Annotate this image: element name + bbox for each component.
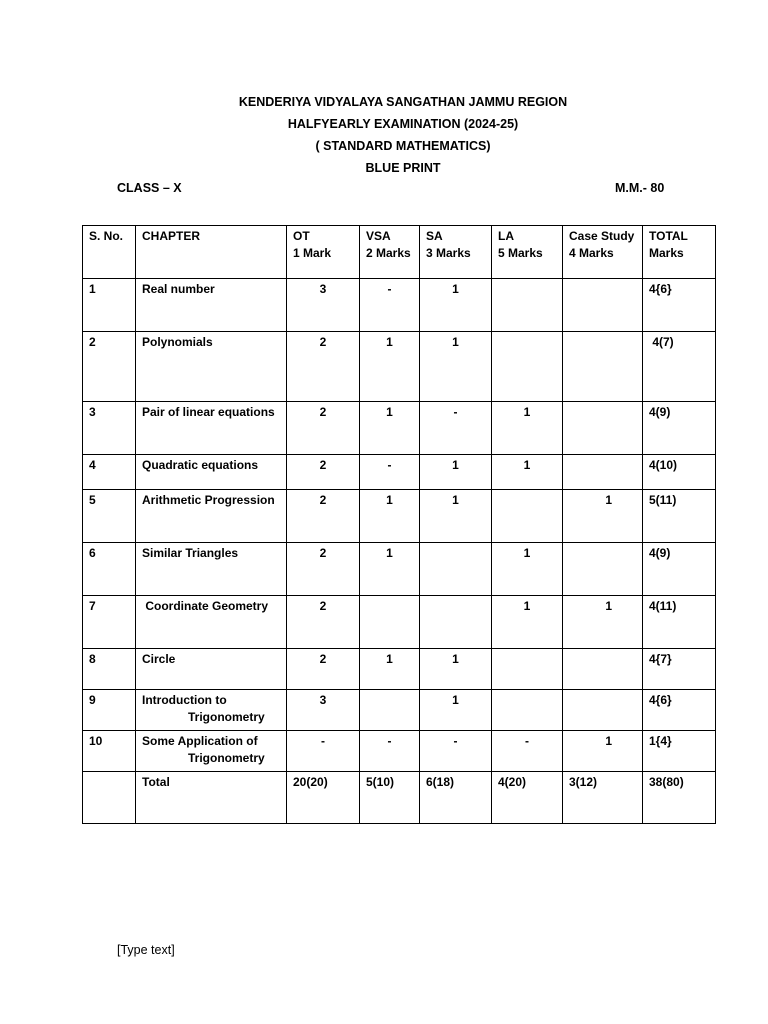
table-row xyxy=(83,490,716,543)
chapter-cell xyxy=(136,543,287,596)
table-row xyxy=(83,543,716,596)
la-cell: - xyxy=(492,731,563,772)
chapter-name: Real number xyxy=(142,282,215,296)
vsa-cell: 1 xyxy=(360,490,420,543)
table-row xyxy=(83,690,716,731)
sno-cell: 6 xyxy=(83,543,136,596)
header-subject: ( STANDARD MATHEMATICS) xyxy=(315,139,491,153)
column-header: TOTAL Marks xyxy=(643,226,716,279)
max-marks: M.M.- 80 xyxy=(615,181,665,195)
sa-cell: - xyxy=(420,402,492,455)
vsa-cell: 1 xyxy=(360,543,420,596)
chapter-cell xyxy=(136,455,287,490)
ot-cell: - xyxy=(287,731,360,772)
total-cell: 4{6} xyxy=(643,690,716,731)
column-header: OT 1 Mark xyxy=(287,226,360,279)
case-study-cell xyxy=(563,455,643,490)
chapter-cell xyxy=(136,279,287,332)
chapter-name: Arithmetic Progression xyxy=(142,493,275,507)
table-row xyxy=(83,596,716,649)
chapter-name: Coordinate Geometry xyxy=(142,599,269,613)
chapter-name: Similar Triangles xyxy=(142,546,239,560)
chapter-cell xyxy=(136,490,287,543)
column-header: Case Study 4 Marks xyxy=(563,226,643,279)
table-row xyxy=(83,649,716,690)
chapter-cell xyxy=(136,402,287,455)
table-total-row xyxy=(83,772,716,824)
total-cell: 4(10) xyxy=(643,455,716,490)
chapter-cell xyxy=(136,731,287,772)
chapter-name-continued: Trigonometry xyxy=(188,710,265,724)
ot-cell: 2 xyxy=(287,402,360,455)
table-row xyxy=(83,332,716,402)
vsa-cell: 1 xyxy=(360,332,420,402)
la-cell xyxy=(492,332,563,402)
vsa-cell: 1 xyxy=(360,402,420,455)
total-cell: 4(11) xyxy=(643,596,716,649)
vsa-cell xyxy=(360,596,420,649)
ot-cell: 2 xyxy=(287,455,360,490)
sno-cell: 3 xyxy=(83,402,136,455)
table-row xyxy=(83,731,716,772)
case-study-cell: 1 xyxy=(563,731,643,772)
total-cell: 4(9) xyxy=(643,543,716,596)
ot-total-cell: 20(20) xyxy=(287,772,360,824)
column-header: VSA 2 Marks xyxy=(360,226,420,279)
case-study-cell xyxy=(563,649,643,690)
header-title: KENDERIYA VIDYALAYA SANGATHAN JAMMU REGION xyxy=(238,95,568,109)
case-study-cell xyxy=(563,543,643,596)
sa-cell: 1 xyxy=(420,690,492,731)
sa-cell xyxy=(420,543,492,596)
total-cell: 5(11) xyxy=(643,490,716,543)
chapter-cell xyxy=(136,332,287,402)
case-study-cell xyxy=(563,332,643,402)
la-cell xyxy=(492,490,563,543)
sno-cell xyxy=(83,772,136,824)
column-header: LA 5 Marks xyxy=(492,226,563,279)
case-study-cell xyxy=(563,690,643,731)
chapter-name: Pair of linear equations xyxy=(142,405,275,419)
ot-cell: 3 xyxy=(287,690,360,731)
sno-cell: 9 xyxy=(83,690,136,731)
chapter-cell xyxy=(136,596,287,649)
ot-cell: 3 xyxy=(287,279,360,332)
la-cell: 1 xyxy=(492,402,563,455)
total-cell: 4{7} xyxy=(643,649,716,690)
sno-cell: 8 xyxy=(83,649,136,690)
ot-cell: 2 xyxy=(287,649,360,690)
case-study-cell xyxy=(563,279,643,332)
ot-cell: 2 xyxy=(287,596,360,649)
case-study-total-cell: 3(12) xyxy=(563,772,643,824)
la-cell xyxy=(492,279,563,332)
total-cell: 4(7) xyxy=(643,332,716,402)
sno-cell: 5 xyxy=(83,490,136,543)
case-study-cell: 1 xyxy=(563,596,643,649)
sa-cell: 1 xyxy=(420,279,492,332)
table-row xyxy=(83,279,716,332)
vsa-total-cell: 5(10) xyxy=(360,772,420,824)
total-cell: 4(9) xyxy=(643,402,716,455)
sa-cell: 1 xyxy=(420,455,492,490)
sa-cell: 1 xyxy=(420,332,492,402)
chapter-name: Some Application of xyxy=(142,734,258,748)
header-exam: HALFYEARLY EXAMINATION (2024-25) xyxy=(287,117,519,131)
column-header: CHAPTER xyxy=(136,226,287,279)
blueprint-table xyxy=(82,225,716,824)
sno-cell: 2 xyxy=(83,332,136,402)
column-header: SA 3 Marks xyxy=(420,226,492,279)
sa-cell: 1 xyxy=(420,490,492,543)
chapter-name: Polynomials xyxy=(142,335,213,349)
sa-cell: - xyxy=(420,731,492,772)
total-cell: 4{6} xyxy=(643,279,716,332)
sno-cell: 10 xyxy=(83,731,136,772)
vsa-cell xyxy=(360,690,420,731)
vsa-cell: - xyxy=(360,455,420,490)
chapter-name-continued: Trigonometry xyxy=(188,751,265,765)
table-body xyxy=(83,226,716,824)
sno-cell: 7 xyxy=(83,596,136,649)
ot-cell: 2 xyxy=(287,490,360,543)
table-header-row xyxy=(83,226,716,279)
ot-cell: 2 xyxy=(287,543,360,596)
la-cell: 1 xyxy=(492,455,563,490)
la-cell: 1 xyxy=(492,543,563,596)
sa-total-cell: 6(18) xyxy=(420,772,492,824)
column-header: S. No. xyxy=(83,226,136,279)
vsa-cell: 1 xyxy=(360,649,420,690)
table-row xyxy=(83,455,716,490)
class-label: CLASS – X xyxy=(117,181,182,195)
ot-cell: 2 xyxy=(287,332,360,402)
sa-cell xyxy=(420,596,492,649)
sa-cell: 1 xyxy=(420,649,492,690)
chapter-cell: Total xyxy=(136,772,287,824)
footer-placeholder: [Type text] xyxy=(117,943,175,957)
sno-cell: 4 xyxy=(83,455,136,490)
chapter-cell xyxy=(136,649,287,690)
chapter-name: Introduction to xyxy=(142,693,227,707)
la-cell: 1 xyxy=(492,596,563,649)
case-study-cell: 1 xyxy=(563,490,643,543)
total-cell: 1{4} xyxy=(643,731,716,772)
grand-total-cell: 38(80) xyxy=(643,772,716,824)
table-row xyxy=(83,402,716,455)
sno-cell: 1 xyxy=(83,279,136,332)
chapter-name: Quadratic equations xyxy=(142,458,259,472)
chapter-cell xyxy=(136,690,287,731)
header-blueprint: BLUE PRINT xyxy=(365,161,441,175)
vsa-cell: - xyxy=(360,731,420,772)
la-cell xyxy=(492,690,563,731)
la-total-cell: 4(20) xyxy=(492,772,563,824)
la-cell xyxy=(492,649,563,690)
chapter-name: Circle xyxy=(142,652,176,666)
case-study-cell xyxy=(563,402,643,455)
vsa-cell: - xyxy=(360,279,420,332)
